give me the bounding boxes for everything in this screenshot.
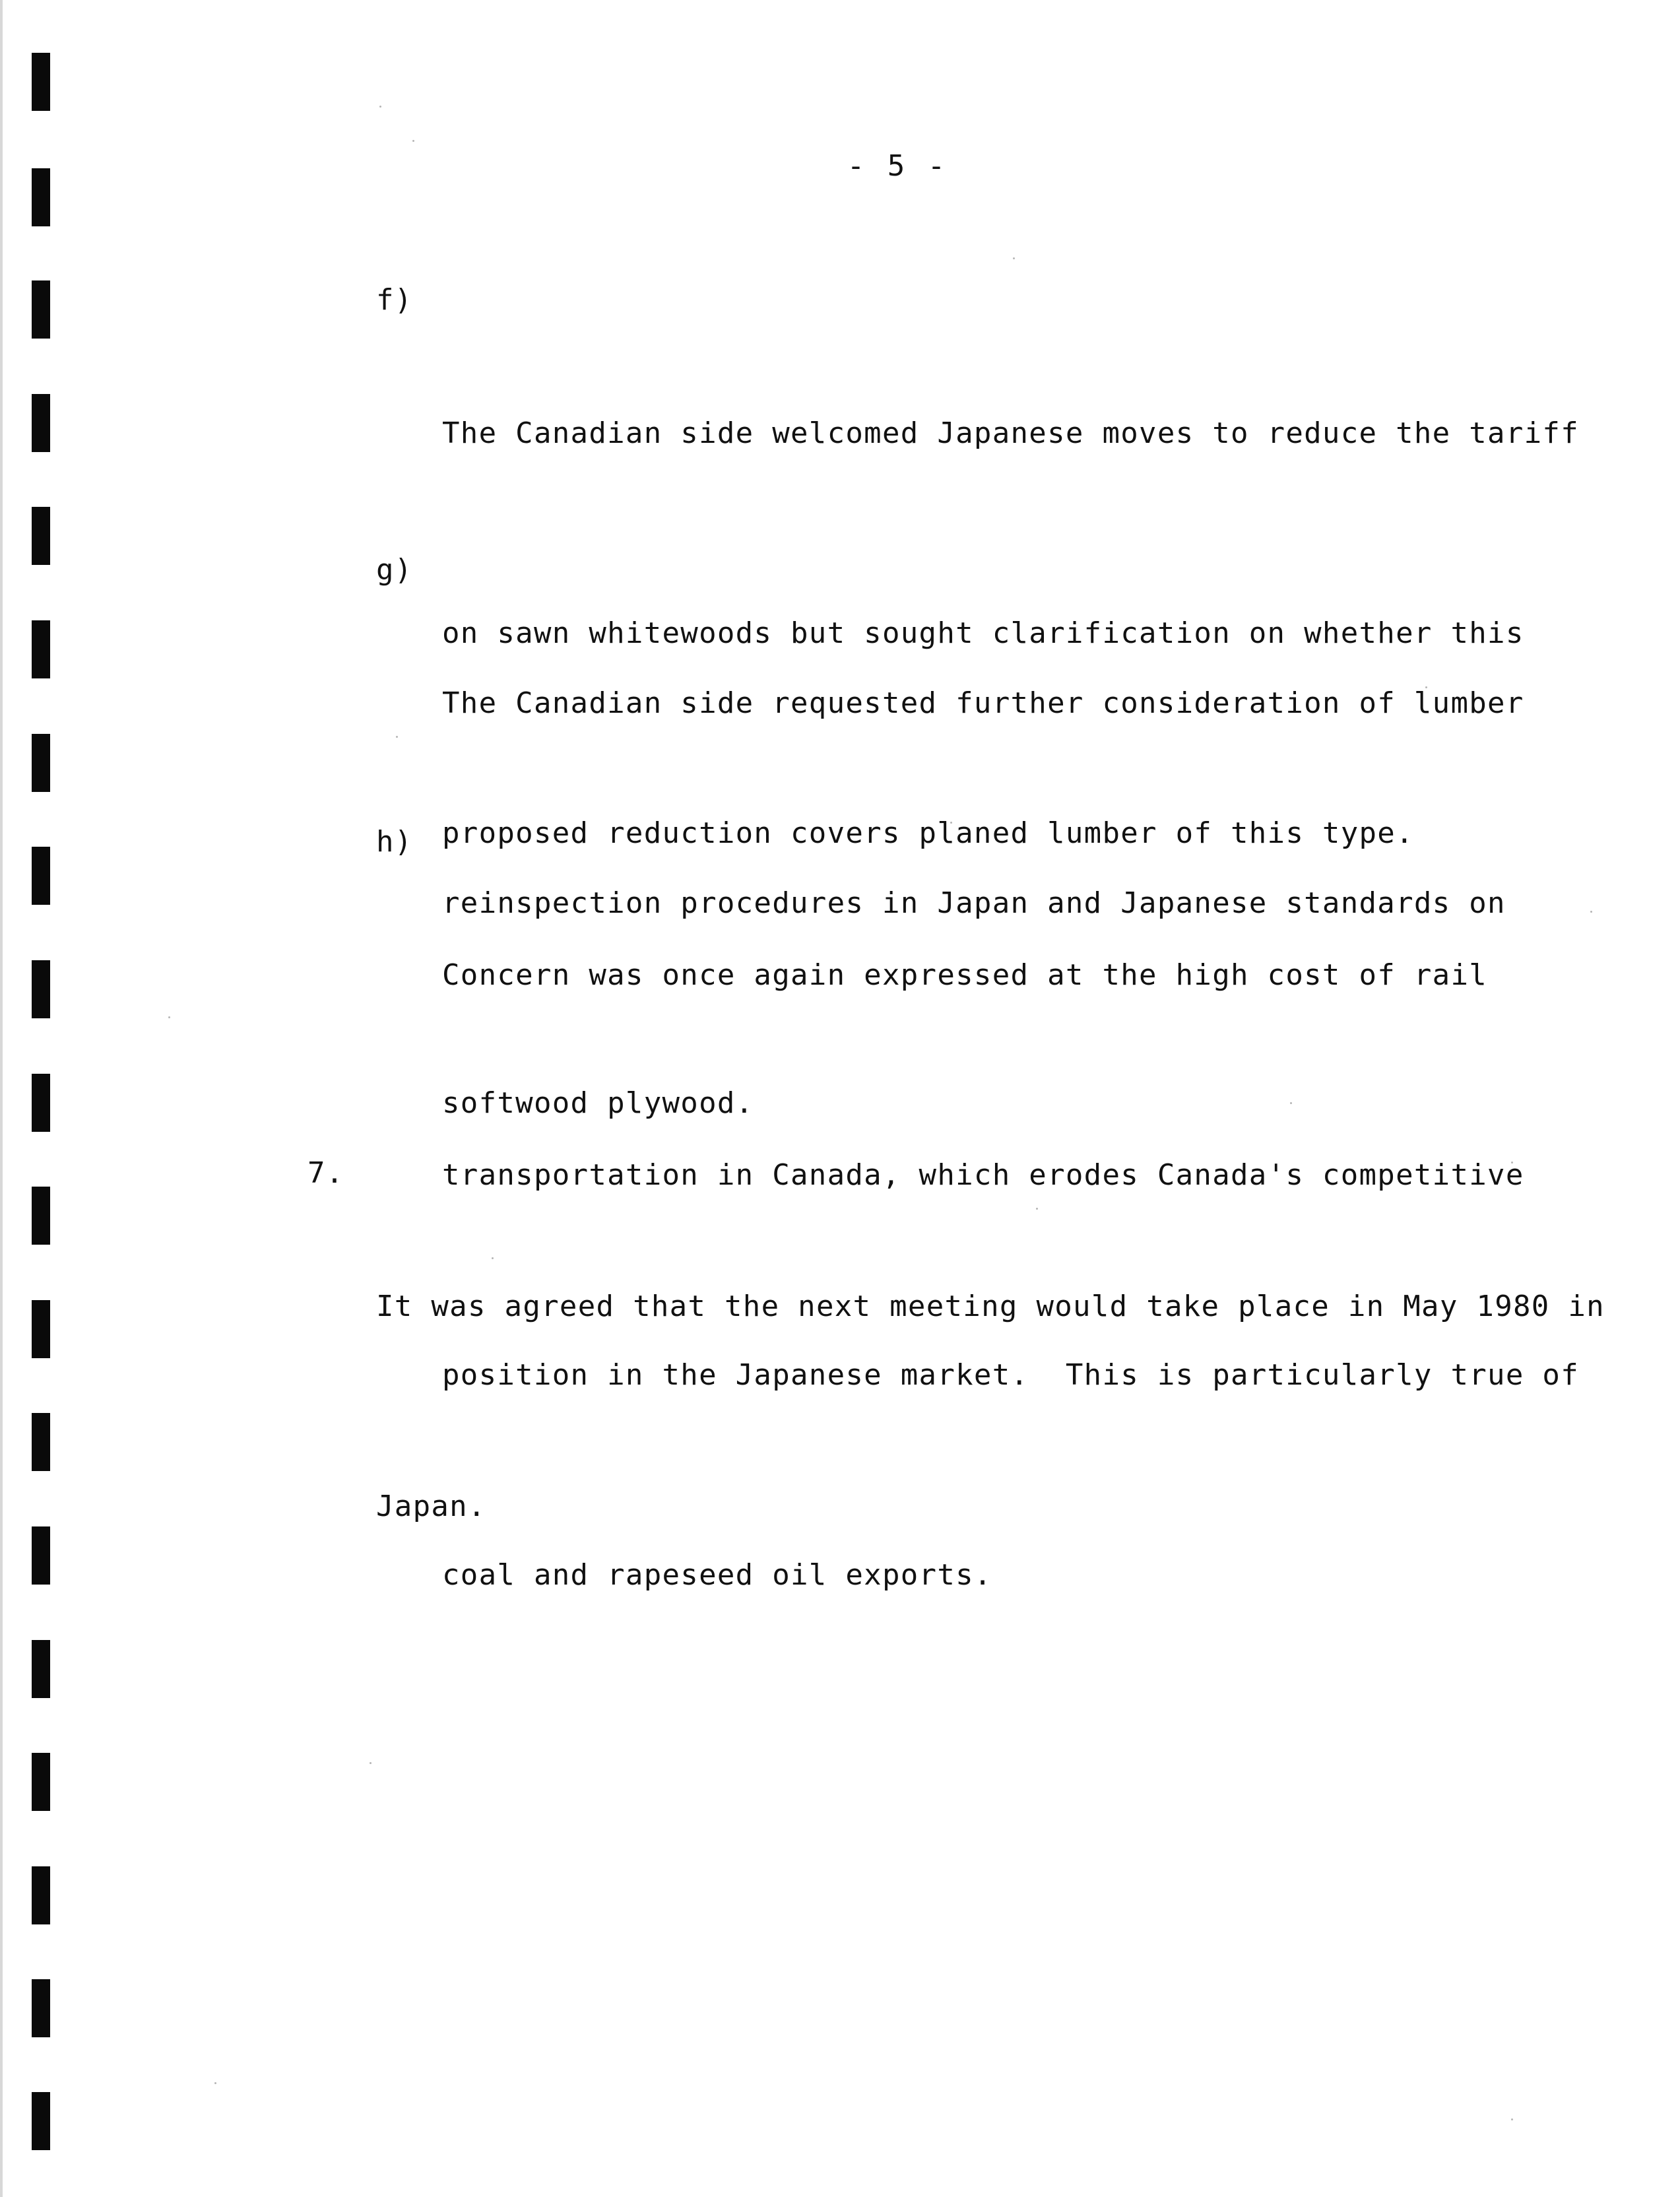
item-text-line: Concern was once again expressed at the high cost of rail bbox=[442, 958, 1488, 992]
punch-hole bbox=[32, 1979, 50, 2037]
item-text-line: reinspection procedures in Japan and Japanese standards on bbox=[442, 886, 1506, 920]
punch-hole bbox=[32, 1640, 50, 1698]
punch-hole bbox=[32, 1413, 50, 1471]
punch-hole bbox=[32, 1074, 50, 1132]
scan-speck bbox=[379, 106, 381, 108]
punch-hole bbox=[32, 53, 50, 111]
item-marker: h) bbox=[376, 825, 413, 859]
item-text-line: proposed reduction covers planed lumber of this type. bbox=[442, 816, 1414, 850]
punch-hole bbox=[32, 1526, 50, 1585]
punch-hole bbox=[32, 1866, 50, 1924]
item-text-line: on sawn whitewoods but sought clarification on whether this bbox=[442, 616, 1524, 650]
item-text-line: position in the Japanese market. This is particularly true of bbox=[442, 1358, 1579, 1392]
scan-speck bbox=[168, 1016, 170, 1018]
scan-speck bbox=[1590, 911, 1592, 913]
item-text-line: transportation in Canada, which erodes Canada's competitive bbox=[442, 1158, 1524, 1192]
scan-speck bbox=[1013, 257, 1015, 259]
item-marker: g) bbox=[376, 553, 413, 587]
paragraph-number: 7. bbox=[307, 1156, 344, 1190]
paragraph-text-line: Japan. bbox=[376, 1490, 486, 1523]
scan-speck bbox=[214, 2082, 216, 2084]
item-text-line: softwood plywood. bbox=[442, 1086, 754, 1120]
page-number: - 5 - bbox=[847, 149, 948, 183]
item-marker: f) bbox=[376, 283, 413, 317]
scan-speck bbox=[396, 736, 398, 738]
scan-speck bbox=[412, 140, 414, 142]
punch-hole bbox=[32, 2092, 50, 2150]
paragraph-text-line: It was agreed that the next meeting would take place in May 1980 in bbox=[376, 1290, 1605, 1323]
punch-hole bbox=[32, 1753, 50, 1811]
scan-speck bbox=[370, 1762, 372, 1764]
item-text-line: coal and rapeseed oil exports. bbox=[442, 1558, 992, 1592]
scan-speck bbox=[1511, 2118, 1513, 2120]
item-text-line: The Canadian side requested further consideration of lumber bbox=[442, 686, 1524, 720]
item-text-line: The Canadian side welcomed Japanese moves to reduce the tariff bbox=[442, 416, 1579, 450]
